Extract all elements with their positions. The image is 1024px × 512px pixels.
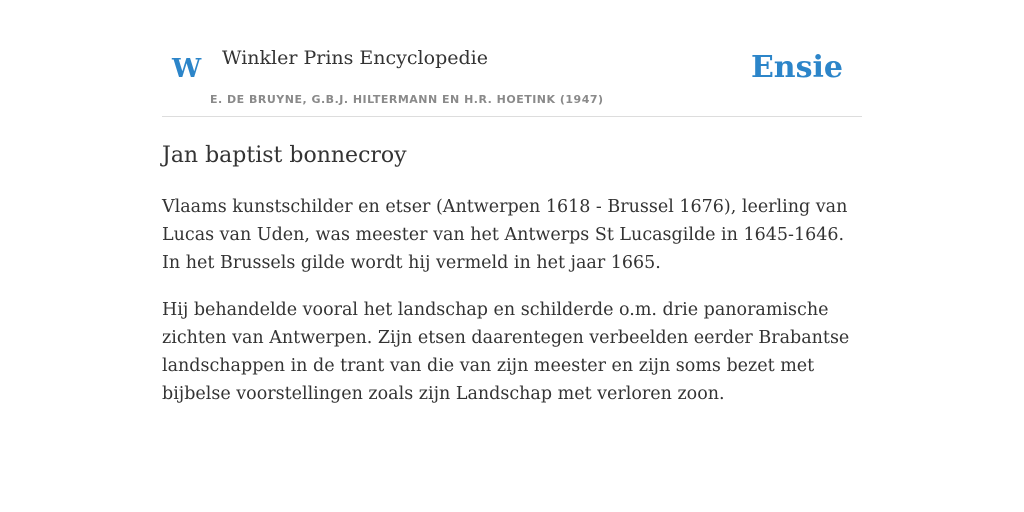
brand-logo-link[interactable]: Ensie <box>750 50 843 85</box>
entry-title: Jan baptist bonnecroy <box>162 143 407 168</box>
source-logo-link[interactable]: W <box>172 54 202 84</box>
entry-paragraph: Vlaams kunstschilder en etser (Antwerpen 1618 - Brussel 1676), leerling van Lucas van Uden, was meester van het Antwerps St Lucasgilde in 1645-1646. In het Brussels gilde wordt hij vermeld in het jaar 1665. <box>162 197 848 273</box>
page <box>162 0 862 408</box>
source-authors: E. DE BRUYNE, G.B.J. HILTERMANN EN H.R. HOETINK (1947) <box>210 93 604 106</box>
entry-paragraph: Hij behandelde vooral het landschap en schilderde o.m. drie panoramische zichten van Antwerpen. Zijn etsen daarentegen verbeelden eerder Brabantse landschappen in de trant van die van zijn meester en zijn soms bezet met bijbelse voorstellingen zoals zijn Landschap met verloren zoon. <box>162 300 850 404</box>
source-title[interactable]: Winkler Prins Encyclopedie <box>222 47 488 69</box>
entry-body <box>162 193 862 408</box>
source-header <box>162 42 862 117</box>
